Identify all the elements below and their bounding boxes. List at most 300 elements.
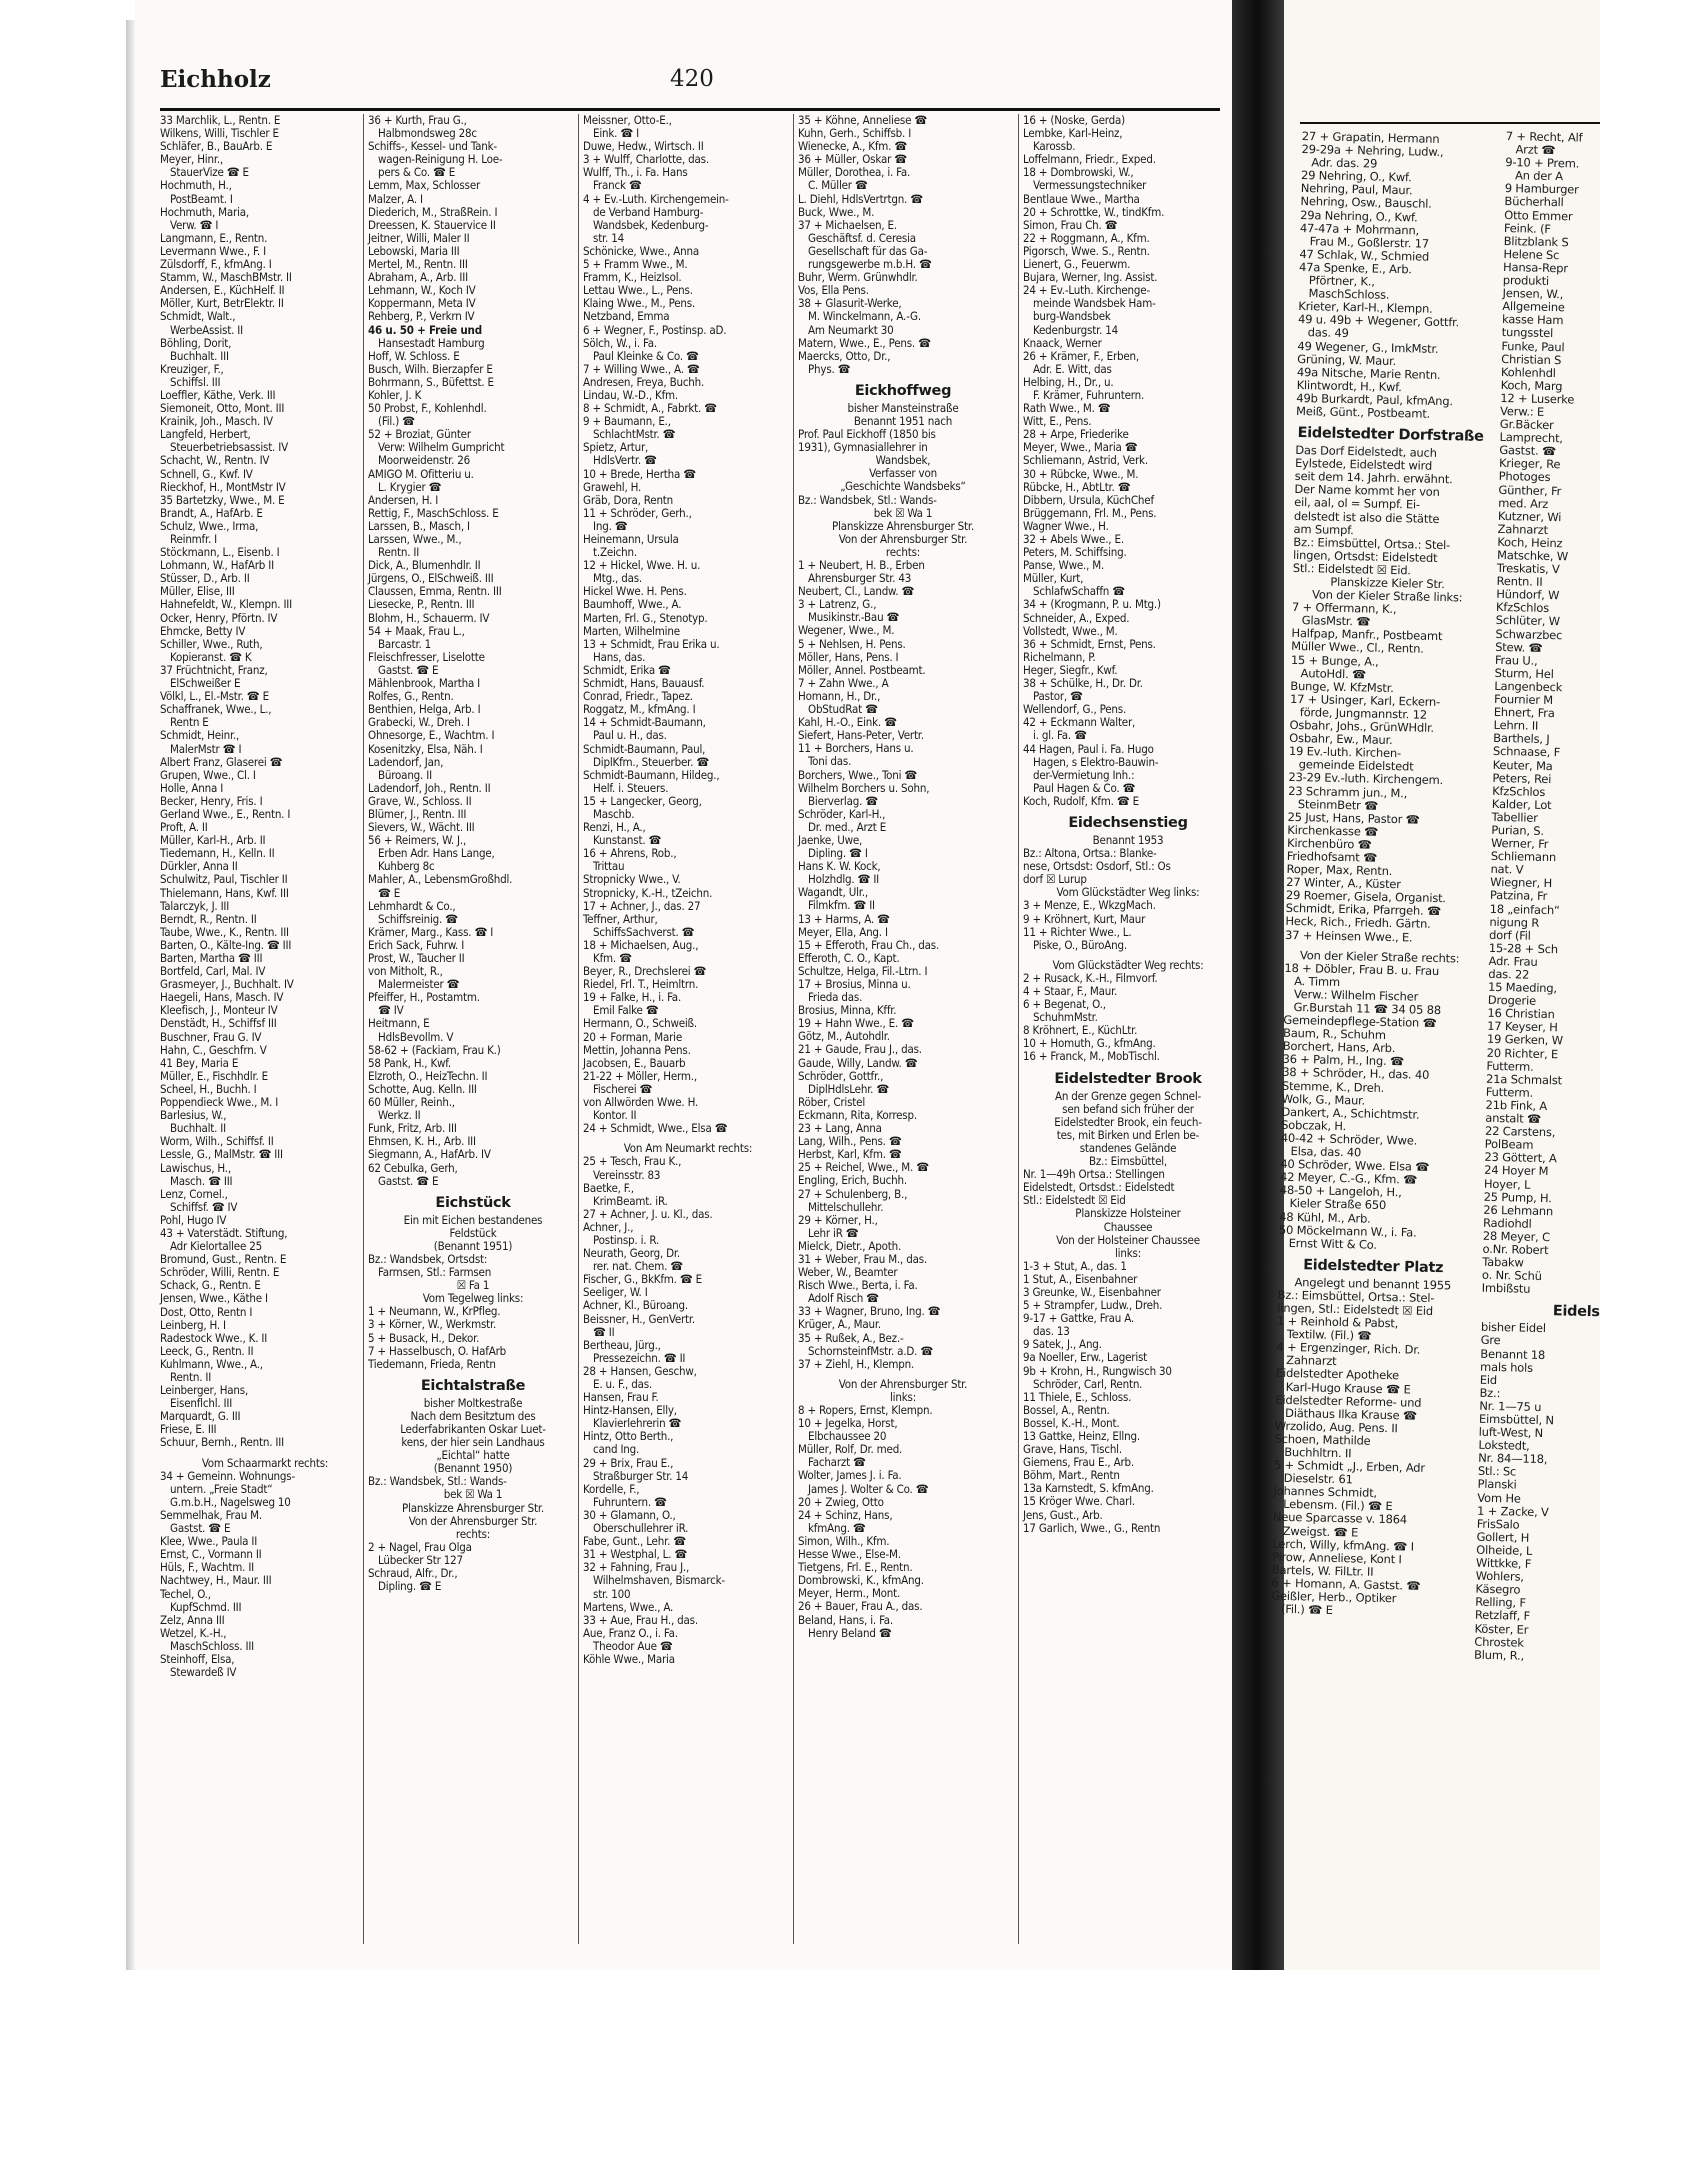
directory-entry: Grabecki, W., Dreh. I bbox=[368, 715, 470, 730]
directory-entry: 33 Marchlik, L., Rentn. E bbox=[160, 113, 281, 127]
directory-entry: PostBeamt. I bbox=[170, 191, 233, 206]
directory-entry: Jaenke, Uwe, bbox=[798, 832, 863, 847]
directory-entry: Zülsdorff, F., kfmAng. I bbox=[160, 257, 272, 272]
directory-entry: Paul u. H., das. bbox=[593, 728, 667, 743]
directory-entry: Johannes Schmidt, bbox=[1273, 1483, 1378, 1501]
directory-entry: Schulz, Wwe., Irma, bbox=[160, 518, 259, 533]
directory-entry: 8 Kröhnert, E., KüchLtr. bbox=[1023, 1023, 1138, 1038]
directory-entry: Müller Wwe., Cl., Rentn. bbox=[1291, 639, 1424, 657]
directory-entry: Schliemann, Astrid, Verk. bbox=[1023, 453, 1148, 468]
directory-entry: Wandsbek, Kedenburg- bbox=[593, 217, 709, 232]
right-page-column-2 bbox=[1468, 130, 1696, 1954]
directory-entry: Kalder, Lot bbox=[1491, 796, 1552, 812]
directory-entry: Kohlenhdl bbox=[1500, 364, 1556, 380]
directory-entry: Sturm, Hel bbox=[1494, 665, 1554, 681]
section-note: Von der Ahrensburger Str. bbox=[408, 1513, 538, 1528]
directory-entry: Worm, Wilh., Schiffsf. II bbox=[160, 1134, 274, 1149]
directory-entry: Nr. 1—49h Ortsa.: Stellingen bbox=[1023, 1167, 1165, 1182]
directory-entry: Müller, Rolf, Dr. med. bbox=[798, 1442, 903, 1457]
directory-entry: 15 Maeding, bbox=[1487, 979, 1558, 996]
directory-entry: Haegeli, Hans, Masch. IV bbox=[160, 990, 284, 1005]
directory-entry: t.Zeichn. bbox=[593, 545, 637, 560]
directory-entry: nigung R bbox=[1489, 914, 1540, 930]
directory-entry: Kunstanst. ☎ bbox=[593, 833, 662, 848]
directory-entry: Patzina, Fr bbox=[1489, 888, 1548, 904]
directory-entry: kasse Ham bbox=[1501, 312, 1564, 328]
street-heading: Eidelstedter Dorfstraße bbox=[1297, 425, 1484, 445]
directory-entry: Eidelstedt, Ortsdst.: Eidelstedt bbox=[1023, 1180, 1175, 1195]
directory-entry: Bujara, Werner, Ing. Assist. bbox=[1023, 270, 1158, 285]
directory-entry: Grawehl, H. bbox=[583, 479, 642, 494]
directory-entry: Straßburger Str. 14 bbox=[593, 1468, 689, 1483]
directory-entry: Karl-Hugo Krause ☎ E bbox=[1285, 1379, 1411, 1397]
directory-entry: Tietgens, Frl. E., Rentn. bbox=[798, 1560, 913, 1575]
directory-entry: Schläfer, B., BauArb. E bbox=[160, 139, 273, 154]
directory-entry: Berndt, R., Rentn. II bbox=[160, 911, 257, 926]
directory-entry: Lebowski, Maria III bbox=[368, 243, 460, 258]
directory-entry: Schiffs-, Kessel- und Tank- bbox=[368, 139, 497, 154]
directory-entry: 16 + Ahrens, Rob., bbox=[583, 846, 677, 861]
directory-entry: Schröder, Carl, Rentn. bbox=[1033, 1376, 1143, 1391]
directory-entry: ☎ IV bbox=[378, 1003, 404, 1018]
directory-entry: 17 + Achner, J., das. 27 bbox=[583, 898, 701, 913]
directory-entry: i. gl. Fa. ☎ bbox=[1033, 728, 1087, 743]
directory-entry: Busch, Wilh. Bierzapfer E bbox=[368, 361, 493, 376]
directory-entry: 13 Gattke, Heinz, Ellng. bbox=[1023, 1429, 1140, 1443]
directory-entry: 26 + Krämer, F., Erben, bbox=[1023, 348, 1139, 363]
directory-entry: Baum, R., Schuhm bbox=[1282, 1025, 1386, 1043]
directory-entry: Müller, Kurt, bbox=[1023, 571, 1084, 586]
directory-entry: Barcastr. 1 bbox=[378, 636, 432, 651]
directory-entry: (Fil.) ☎ E bbox=[1280, 1602, 1333, 1618]
section-note: bisher Moltkestraße bbox=[423, 1395, 523, 1410]
directory-entry: förde, Jungmannstr. 12 bbox=[1299, 705, 1428, 722]
directory-entry: Purian, S. bbox=[1491, 822, 1545, 838]
directory-entry: Facharzt ☎ bbox=[808, 1455, 866, 1470]
directory-entry: 20 + Schrottke, W., tindKfm. bbox=[1023, 204, 1165, 219]
directory-entry: Adolf Risch ☎ bbox=[808, 1291, 879, 1306]
directory-entry: Siefert, Hans-Peter, Vertr. bbox=[798, 728, 924, 743]
directory-entry: Buschner, Frau G. IV bbox=[160, 1029, 262, 1044]
directory-entry: Levermann Wwe., F. I bbox=[160, 243, 266, 258]
section-note: Planskizze Holsteiner bbox=[1075, 1206, 1181, 1221]
directory-entry: Schiffsf. ☎ IV bbox=[170, 1199, 238, 1214]
directory-entry: 19 + Hahn Wwe., E. ☎ bbox=[798, 1016, 914, 1031]
directory-entry: Textilw. (Fil.) ☎ bbox=[1286, 1327, 1372, 1343]
directory-entry: 6 + Homann, A. Gastst. ☎ bbox=[1271, 1575, 1421, 1593]
directory-entry: 20 + Forman, Marie bbox=[583, 1029, 683, 1044]
directory-entry: anstalt ☎ bbox=[1485, 1110, 1542, 1126]
directory-entry: lingen, Stl.: Eidelstedt ☒ Eid bbox=[1277, 1300, 1434, 1318]
directory-entry: Grüning, W. Maur. bbox=[1297, 351, 1397, 368]
directory-entry: Lamprecht, bbox=[1499, 430, 1563, 446]
directory-entry: Andersen, E., KüchHelf. II bbox=[160, 283, 285, 298]
directory-entry: Stropnicky Wwe., V. bbox=[583, 872, 681, 887]
directory-entry: Treskatis, V bbox=[1496, 560, 1560, 577]
directory-entry: 12 + Luserke bbox=[1500, 390, 1575, 407]
section-note: Planskizze Kieler Str. bbox=[1330, 574, 1445, 592]
directory-entry: 3 + Körner, W., Werkmstr. bbox=[368, 1317, 497, 1332]
directory-entry: 24 + Schmidt, Wwe., Elsa ☎ bbox=[583, 1121, 728, 1136]
directory-entry: Blitzblank S bbox=[1503, 233, 1569, 250]
directory-entry: delstedt ist also die Stätte bbox=[1293, 508, 1440, 526]
directory-entry: Gastst. ☎ E bbox=[378, 662, 439, 677]
directory-entry: Kreuziger, F., bbox=[160, 361, 224, 376]
directory-entry: MalerMstr ☎ I bbox=[170, 741, 242, 756]
directory-entry: Steuerbetriebsassist. IV bbox=[170, 440, 288, 455]
directory-entry: Duwe, Hedw., Wirtsch. II bbox=[583, 139, 704, 154]
directory-entry: Böhling, Dorit, bbox=[160, 335, 232, 350]
directory-entry: Adr. Frau bbox=[1488, 953, 1538, 969]
directory-entry: Halbmondsweg 28c bbox=[378, 126, 477, 141]
directory-entry: Martens, Wwe., A. bbox=[583, 1599, 674, 1614]
directory-entry: Möller, Annel. Postbeamt. bbox=[798, 662, 926, 677]
directory-entry: Heinemann, Ursula bbox=[583, 532, 679, 546]
directory-entry: Stüsser, D., Arb. II bbox=[160, 571, 250, 586]
directory-entry: Beyer, R., Drechslerei ☎ bbox=[583, 964, 707, 979]
directory-entry: 47a Spenke, E., Arb. bbox=[1298, 259, 1412, 277]
street-heading: Eidels bbox=[1552, 1303, 1600, 1321]
section-note: Angelegt und benannt 1955 bbox=[1294, 1274, 1452, 1293]
directory-entry: 21 + Gaude, Frau J., das. bbox=[798, 1042, 922, 1057]
section-note: standenes Gelände bbox=[1079, 1140, 1177, 1155]
directory-entry: Koch, Rudolf, Kfm. ☎ E bbox=[1023, 793, 1139, 808]
directory-entry: Fournier M bbox=[1493, 691, 1554, 708]
directory-entry: 22 Carstens, bbox=[1484, 1123, 1556, 1140]
directory-entry: 56 + Reimers, W. J., bbox=[368, 833, 467, 848]
directory-entry: Sievers, W., Wächt. III bbox=[368, 820, 475, 835]
directory-entry: Bz.: Eimsbüttel, Ortsa.: Stel- bbox=[1277, 1287, 1435, 1305]
directory-entry: Lehr iR ☎ bbox=[808, 1225, 859, 1240]
directory-entry: 20 Richter, E bbox=[1486, 1045, 1559, 1061]
section-note: (Benannt 1951) bbox=[433, 1238, 513, 1253]
directory-entry: Andresen, Freya, Buchh. bbox=[583, 374, 705, 389]
directory-entry: Funk, Fritz, Arb. III bbox=[368, 1121, 457, 1136]
section-note: „Eichtal“ hatte bbox=[436, 1448, 510, 1463]
directory-entry: Baumhoff, Wwe., A. bbox=[583, 597, 682, 612]
directory-entry: 49b Burkardt, Paul, kfmAng. bbox=[1296, 390, 1454, 409]
directory-entry: Werner, Fr bbox=[1490, 835, 1549, 852]
directory-entry: 29 + Körner, H., bbox=[798, 1212, 878, 1227]
directory-entry: pers & Co. ☎ E bbox=[378, 165, 456, 180]
directory-entry: Riedel, Frl. T., Heimltrn. bbox=[583, 977, 699, 992]
directory-entry: Trittau bbox=[593, 859, 625, 874]
directory-entry: Röber, Cristel bbox=[798, 1094, 865, 1109]
directory-entry: dorf (Fil bbox=[1489, 927, 1531, 943]
directory-entry: Fabe, Gunt., Lehr. ☎ bbox=[583, 1534, 686, 1549]
directory-entry: Stewardeß IV bbox=[170, 1665, 237, 1680]
directory-entry: Baetke, F., bbox=[583, 1180, 634, 1195]
directory-entry: Erben Adr. Hans Lange, bbox=[378, 846, 495, 861]
directory-entry: 25 Just, Hans, Pastor ☎ bbox=[1287, 809, 1420, 827]
directory-entry: AutoHdl. ☎ bbox=[1300, 665, 1367, 682]
directory-entry: 37 + Heinsen Wwe., E. bbox=[1285, 927, 1413, 945]
directory-entry: 2 + Rusack, K.-H., Filmvorf. bbox=[1023, 970, 1158, 985]
directory-entry: Simon, Frau Ch. ☎ bbox=[1023, 217, 1118, 232]
section-note: Planskizze Ahrensburger Str. bbox=[402, 1500, 544, 1515]
directory-entry: kfmAng. ☎ bbox=[808, 1520, 866, 1535]
section-note: Von der Kieler Straße links: bbox=[1311, 587, 1463, 605]
directory-entry: 7 + Hasselbusch, O. HafArb bbox=[368, 1343, 507, 1358]
directory-entry: 30 + Glamann, O., bbox=[583, 1507, 676, 1522]
directory-entry: Verw.: Wilhelm Fischer bbox=[1293, 986, 1419, 1004]
directory-entry: 60 Müller, Reinh., bbox=[368, 1095, 455, 1110]
directory-entry: Bücherhall bbox=[1504, 194, 1564, 210]
directory-entry: Nehring, Paul, Maur. bbox=[1300, 181, 1413, 198]
directory-entry: Albert Franz, Glaserei ☎ bbox=[160, 754, 283, 769]
directory-entry: 35 + Köhne, Anneliese ☎ bbox=[798, 113, 928, 127]
directory-entry: Mählenbrook, Martha I bbox=[368, 676, 481, 691]
directory-entry: Ohnesorge, E., Wachtm. I bbox=[368, 728, 495, 743]
directory-entry: 18 + Döbler, Frau B. u. Frau bbox=[1284, 960, 1440, 978]
right-page-column-1 bbox=[1264, 130, 1492, 1954]
directory-entry: Gemeindepflege-Station ☎ bbox=[1283, 1012, 1437, 1031]
directory-entry: Lindau, W.-D., Kfm. bbox=[583, 387, 678, 402]
directory-entry: Christian S bbox=[1501, 351, 1562, 367]
directory-entry: Kedenburgstr. 14 bbox=[1033, 322, 1118, 337]
directory-entry: Gr.Burstah 11 ☎ 34 05 88 bbox=[1293, 1000, 1442, 1018]
directory-entry: Pförtner, K., bbox=[1308, 273, 1375, 289]
directory-entry: Friese, E. III bbox=[160, 1422, 217, 1437]
directory-entry: Lehmann, W., Koch IV bbox=[368, 283, 476, 298]
directory-entry: Stemme, K., Dreh. bbox=[1281, 1078, 1385, 1095]
directory-entry: M. Winckelmann, A.-G. bbox=[808, 309, 921, 324]
directory-entry: Relling, F bbox=[1475, 1594, 1526, 1611]
directory-entry: Käsegro bbox=[1475, 1581, 1521, 1597]
directory-entry: 7 + Recht, Alf bbox=[1505, 129, 1583, 145]
directory-entry: Rath Wwe., M. ☎ bbox=[1023, 401, 1111, 416]
directory-entry: Schiller, Wwe., Ruth, bbox=[160, 636, 263, 651]
street-heading: Eidelstedter Platz bbox=[1302, 1257, 1444, 1276]
directory-entry: Teffner, Arthur, bbox=[583, 911, 658, 926]
directory-entry: Kirchenkasse ☎ bbox=[1287, 822, 1379, 839]
directory-entry: Lehmhardt & Co., bbox=[368, 898, 456, 913]
directory-entry: Schmidt, Heinr., bbox=[160, 728, 240, 743]
directory-entry: Kleefisch, J., Monteur IV bbox=[160, 1003, 278, 1018]
directory-entry: Steinhoff, Elsa, bbox=[160, 1651, 235, 1666]
directory-entry: Borchert, Hans, Arb. bbox=[1282, 1039, 1396, 1056]
directory-entry: Meiß, Günt., Postbeamt. bbox=[1295, 403, 1431, 421]
directory-entry: C. Müller ☎ bbox=[808, 178, 868, 193]
directory-entry: 37 + Michaelsen, E. bbox=[798, 217, 897, 232]
directory-entry: Liesecke, P., Rentn. III bbox=[368, 597, 475, 612]
directory-entry: Rentn. II bbox=[1496, 574, 1543, 590]
directory-entry: 48-50 + Langeloh, H., bbox=[1279, 1183, 1402, 1200]
street-heading: Eickhoffweg bbox=[854, 382, 952, 399]
directory-entry: Olheide, L bbox=[1476, 1542, 1533, 1558]
directory-entry: HdlsVertr. ☎ bbox=[593, 453, 657, 468]
directory-entry: Lokstedt, bbox=[1478, 1437, 1530, 1453]
directory-entry: Rettig, F., MaschSchloss. E bbox=[368, 505, 499, 520]
directory-entry: Heitmann, E bbox=[368, 1016, 430, 1031]
section-note: (Benannt 1950) bbox=[433, 1461, 513, 1476]
directory-entry: Osbahr, Ew., Maur. bbox=[1289, 730, 1393, 748]
directory-entry: WerbeAssist. II bbox=[170, 322, 243, 337]
directory-entry: Wegener, Wwe., M. bbox=[798, 623, 895, 638]
directory-entry: Stöckmann, L., Eisenb. I bbox=[160, 545, 280, 560]
directory-column-3 bbox=[583, 114, 793, 1959]
directory-entry: Oberschullehrer iR. bbox=[593, 1521, 689, 1536]
directory-entry: KrimBeamt. iR. bbox=[593, 1193, 668, 1208]
directory-entry: Buchhalt. II bbox=[170, 1121, 226, 1136]
directory-entry: Hickel Wwe. H. Pens. bbox=[583, 584, 687, 599]
directory-entry: Dr. med., Arzt E bbox=[808, 819, 887, 834]
directory-entry: Schulwitz, Paul, Tischler II bbox=[160, 872, 288, 887]
section-note: Von der Kieler Straße rechts: bbox=[1299, 947, 1460, 966]
directory-entry: FrisSalo bbox=[1476, 1516, 1520, 1532]
directory-entry: Kosenitzky, Elsa, Näh. I bbox=[368, 741, 483, 756]
street-heading: Eidechsenstieg bbox=[1068, 814, 1188, 831]
directory-entry: 27 Winter, A., Küster bbox=[1286, 874, 1401, 892]
directory-entry: Hahnefeldt, W., Klempn. III bbox=[160, 597, 292, 612]
directory-entry: Büroang. II bbox=[378, 767, 432, 782]
directory-entry: de Verband Hamburg- bbox=[593, 204, 704, 219]
header-rule bbox=[160, 108, 1220, 111]
directory-entry: das. 22 bbox=[1488, 966, 1530, 982]
directory-entry: 10 + Homuth, G., kfmAng. bbox=[1023, 1036, 1156, 1051]
directory-entry: Gerland Wwe., E., Rentn. I bbox=[160, 806, 291, 821]
directory-entry: gemeinde Eidelstedt bbox=[1298, 757, 1414, 774]
directory-entry: KfzSchlos bbox=[1495, 600, 1550, 616]
directory-entry: str. 14 bbox=[593, 230, 624, 245]
directory-entry: Funke, Paul bbox=[1501, 338, 1565, 354]
directory-entry: 17 + Usinger, Karl, Eckern- bbox=[1289, 691, 1441, 709]
directory-entry: 29 Roemer, Gisela, Organist. bbox=[1285, 888, 1446, 906]
directory-entry: Blümer, J., Rentn. III bbox=[368, 806, 467, 821]
directory-entry: 36 + Palm, H., Ing. ☎ bbox=[1282, 1052, 1405, 1069]
directory-entry: 44 Hagen, Paul i. Fa. Hugo bbox=[1023, 741, 1154, 756]
directory-entry: 18 + Dombrowski, W., bbox=[1023, 165, 1134, 180]
column-divider bbox=[363, 114, 364, 1944]
directory-entry: Koch, Marg bbox=[1500, 377, 1563, 394]
directory-entry: Verw: Wilhelm Gumpricht bbox=[378, 440, 505, 455]
directory-entry: Kirchenbüro ☎ bbox=[1286, 835, 1372, 852]
directory-entry: 49a Nitsche, Marie Rentn. bbox=[1296, 364, 1441, 382]
directory-entry: Poppendieck Wwe., M. I bbox=[160, 1095, 279, 1110]
directory-entry: Stl.: Sc bbox=[1477, 1464, 1517, 1479]
directory-entry: med. Arz bbox=[1498, 495, 1549, 511]
directory-entry: dorf ☒ Lurup bbox=[1023, 872, 1087, 887]
directory-entry: mals hols bbox=[1479, 1359, 1534, 1375]
directory-entry: Schneider, A., Exped. bbox=[1023, 610, 1130, 625]
directory-entry: Lawischus, H., bbox=[160, 1160, 231, 1175]
directory-entry: Leinberg, H. I bbox=[160, 1317, 226, 1332]
directory-entry: Klavierlehrerin ☎ bbox=[593, 1416, 682, 1431]
directory-entry: 16 + (Noske, Gerda) bbox=[1023, 113, 1125, 127]
directory-entry: Abraham, A., Arb. III bbox=[368, 270, 468, 285]
directory-entry: 11 Thiele, E., Schloss. bbox=[1023, 1389, 1132, 1404]
section-note: Planskizze Ahrensburger Str. bbox=[832, 518, 974, 533]
directory-entry: SchlafwSchaffn ☎ bbox=[1033, 584, 1125, 599]
directory-entry: Schoen, Mathilde bbox=[1274, 1431, 1371, 1448]
directory-entry: Larssen, Wwe., M., bbox=[368, 532, 462, 546]
directory-entry: das. 49 bbox=[1307, 325, 1349, 341]
directory-entry: tungsstel bbox=[1501, 325, 1554, 341]
directory-column-1 bbox=[160, 114, 370, 1959]
directory-entry: Knaack, Werner bbox=[1023, 335, 1102, 350]
directory-entry: Lohmann, W., HafArb II bbox=[160, 558, 274, 573]
directory-entry: Engling, Erich, Buchh. bbox=[798, 1173, 907, 1188]
directory-entry: 25 + Reichel, Wwe., M. ☎ bbox=[798, 1160, 929, 1175]
directory-column-2 bbox=[368, 114, 578, 1959]
directory-entry: 38 + Schröder, H., das. 40 bbox=[1282, 1065, 1430, 1083]
directory-entry: Gollert, H bbox=[1476, 1529, 1530, 1545]
directory-entry: 11 + Schröder, Gerh., bbox=[583, 505, 692, 520]
directory-entry: Blum, R., bbox=[1473, 1647, 1525, 1663]
directory-entry: str. 100 bbox=[593, 1586, 631, 1601]
directory-entry: Dreessen, K. Stauervice II bbox=[368, 217, 496, 232]
directory-entry: 28 + Arpe, Friederike bbox=[1023, 427, 1129, 442]
directory-entry: PolBeam bbox=[1484, 1136, 1534, 1153]
column-divider bbox=[578, 114, 579, 1944]
directory-entry: SteinmBetr ☎ bbox=[1297, 796, 1379, 813]
directory-entry: wagen-Reinigung H. Loe- bbox=[378, 152, 503, 167]
directory-entry: nese, Ortsdst: Osdorf, Stl.: Os bbox=[1023, 859, 1171, 874]
directory-entry: 47 Schlak, W., Schmied bbox=[1299, 246, 1430, 264]
directory-entry: Talarczyk, J. III bbox=[160, 898, 230, 913]
directory-entry: Efferoth, C. O., Kapt. bbox=[798, 950, 900, 965]
directory-entry: Semmelhak, Frau M. bbox=[160, 1507, 262, 1522]
directory-entry: Verw. ☎ I bbox=[170, 217, 219, 232]
directory-entry: 2 + Nagel, Frau Olga bbox=[368, 1539, 472, 1554]
directory-entry: Ladendorf, Jan, bbox=[368, 754, 444, 769]
directory-entry: Kuhlmann, Wwe., A., bbox=[160, 1356, 263, 1371]
directory-entry: Holzhdlg. ☎ II bbox=[808, 872, 880, 887]
directory-entry: Dost, Otto, Rentn I bbox=[160, 1304, 253, 1319]
directory-entry: Krüger, A., Maur. bbox=[798, 1317, 881, 1332]
directory-entry: o.Nr. Robert bbox=[1482, 1241, 1549, 1258]
directory-entry: Rehberg, P., Verkrn IV bbox=[368, 309, 475, 324]
directory-entry: 26 + Bauer, Frau A., das. bbox=[798, 1599, 923, 1614]
directory-entry: Hoff, W. Schloss. E bbox=[368, 348, 460, 363]
directory-entry: Lenz, Cornel., bbox=[160, 1186, 228, 1201]
directory-entry: Kopieranst. ☎ K bbox=[170, 649, 252, 664]
section-note: bek ☒ Wa 1 bbox=[443, 1487, 503, 1502]
directory-entry: Otto Emmer bbox=[1504, 207, 1573, 223]
directory-entry: 12 + Hickel, Wwe. H. u. bbox=[583, 558, 701, 573]
directory-entry: Elsa, das. 40 bbox=[1290, 1144, 1362, 1160]
directory-entry: Schultze, Helga, Fil.-Ltrn. I bbox=[798, 963, 928, 978]
section-note: Ein mit Eichen bestandenes bbox=[403, 1212, 543, 1227]
directory-entry: 3 + Latrenz, G., bbox=[798, 597, 877, 612]
directory-entry: Mittelschullehr. bbox=[808, 1199, 884, 1214]
directory-entry: HdlsBevollm. V bbox=[378, 1029, 454, 1044]
directory-entry: Schuur, Bernh., Rentn. III bbox=[160, 1435, 284, 1450]
directory-entry: Kahl, H.-O., Eink. ☎ bbox=[798, 715, 897, 730]
directory-entry: Schnell, G., Kwf. IV bbox=[160, 466, 253, 481]
section-note: bek ☒ Wa 1 bbox=[873, 505, 933, 520]
directory-entry: Schaffranek, Wwe., L., bbox=[160, 702, 272, 717]
directory-entry: Claussen, Emma, Rentn. III bbox=[368, 584, 502, 599]
directory-entry: Bz.: Wandsbek, Ortsdst: bbox=[368, 1251, 488, 1266]
directory-entry: Weber, W., Beamter bbox=[798, 1265, 898, 1280]
directory-entry: 50 Probst, F., Kohlenhdl. bbox=[368, 401, 487, 416]
directory-entry: Grave, W., Schloss. II bbox=[368, 793, 472, 808]
directory-entry: Lienert, G., Feuerwm. bbox=[1023, 257, 1131, 272]
directory-entry: Prost, W., Taucher II bbox=[368, 951, 465, 965]
directory-entry: Schlüter, W bbox=[1495, 613, 1561, 629]
directory-entry: Blohm, H., Schauerm. IV bbox=[368, 610, 490, 625]
directory-entry: DiplHdlsLehr. ☎ bbox=[808, 1081, 890, 1096]
directory-entry: Klee, Wwe., Paula II bbox=[160, 1534, 258, 1549]
directory-entry: meinde Wandsbek Ham- bbox=[1033, 296, 1156, 311]
directory-entry: Frau M., Goßlerstr. 17 bbox=[1309, 233, 1430, 251]
section-note: rechts: bbox=[885, 544, 921, 559]
section-note: Eidelstedter Brook, ein feuch- bbox=[1054, 1114, 1202, 1129]
directory-entry: 36 + Kurth, Frau G., bbox=[368, 113, 467, 127]
directory-entry: Wetzel, K.-H., bbox=[160, 1625, 227, 1640]
directory-entry: Theodor Aue ☎ bbox=[593, 1638, 673, 1653]
